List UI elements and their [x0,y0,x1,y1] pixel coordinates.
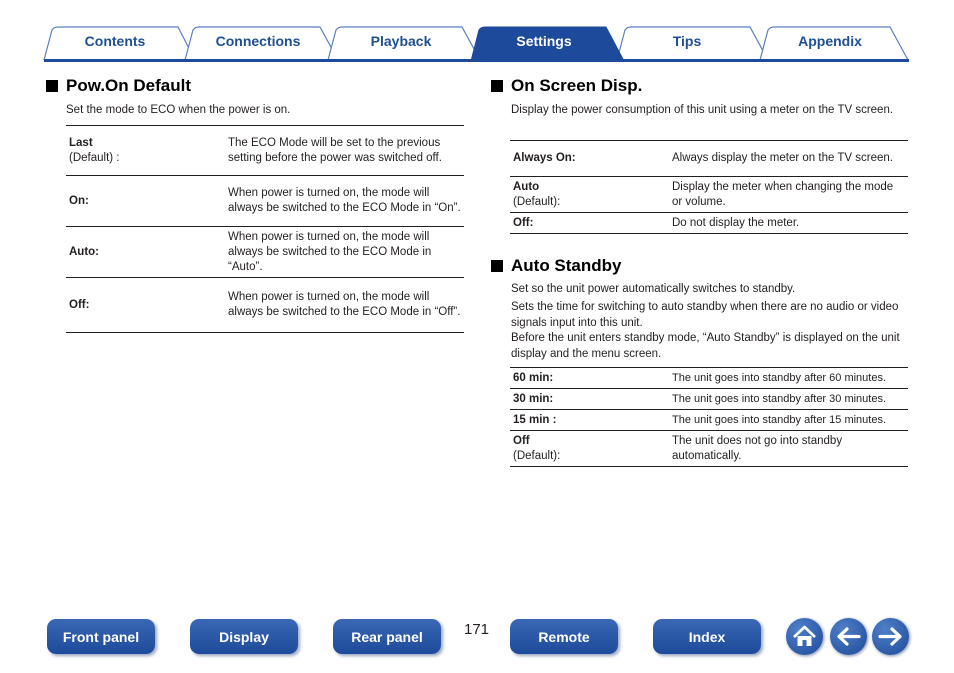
option-description: The ECO Mode will be set to the previous setting before the power was switched off. [225,126,464,176]
option-key: Auto (Default): [510,177,669,213]
table-row [510,368,908,389]
option-key: Auto: [66,227,225,278]
table-row [510,177,908,213]
display-button[interactable]: Display [190,619,298,654]
home-button[interactable] [786,618,823,655]
arrow-left-icon [830,618,867,655]
rear-panel-button[interactable]: Rear panel [333,619,441,654]
option-description: When power is turned on, the mode will always be switched to the ECO Mode in “On”. [225,176,464,227]
option-key: Always On: [510,141,669,177]
option-key: On: [66,176,225,227]
tab-bar-shapes [0,0,954,64]
page-number: 171 [464,621,490,638]
pow-on-options-table [66,125,464,333]
table-row [510,389,908,410]
on-screen-options-table [510,140,908,234]
section-description: Sets the time for switching to auto standby when there are no audio or video signals input into this unit. [511,301,899,329]
tab-connections[interactable]: Connections [215,33,301,49]
table-row [66,176,464,227]
tab-settings[interactable]: Settings [516,33,572,49]
auto-standby-options-table [510,367,908,467]
option-key: Off: [510,213,669,234]
tab-tips[interactable]: Tips [672,33,702,49]
section-title-on-screen-disp [491,76,642,96]
option-key: Off (Default): [510,431,669,467]
section-description: Before the unit enters standby mode, “Auto Standby” is displayed on the unit display and the menu screen. [511,332,900,360]
home-icon [786,618,823,655]
front-panel-button[interactable]: Front panel [47,619,155,654]
table-row [66,126,464,176]
section-description: Set so the unit power automatically switches to standby. [511,283,796,295]
option-key: 15 min : [510,410,669,431]
section-title-text: On Screen Disp. [511,76,643,95]
option-description: Do not display the meter. [669,213,908,234]
option-description: The unit does not go into standby automatically. [669,431,908,467]
option-description: When power is turned on, the mode will always be switched to the ECO Mode in “Auto”. [225,227,464,278]
tab-playback[interactable]: Playback [370,33,432,49]
option-description: The unit goes into standby after 30 minutes. [669,389,908,410]
section-description: Display the power consumption of this unit using a meter on the TV screen. [511,104,894,116]
option-key: 60 min: [510,368,669,389]
option-description: The unit goes into standby after 15 minutes. [669,410,908,431]
next-page-button[interactable] [872,618,909,655]
section-title-auto-standby [491,256,622,276]
section-title-text: Auto Standby [511,256,622,275]
tab-contents[interactable]: Contents [84,33,146,49]
tab-appendix[interactable]: Appendix [798,33,862,49]
table-row [66,227,464,278]
table-row [66,278,464,333]
option-key: 30 min: [510,389,669,410]
section-bullet-icon [46,80,58,92]
section-title-pow-on-default [46,76,191,96]
table-row [510,213,908,234]
tab-bar [0,0,954,64]
arrow-right-icon [872,618,909,655]
index-button[interactable]: Index [653,619,761,654]
option-key: Off: [66,278,225,333]
table-row [510,410,908,431]
table-row [510,141,908,177]
section-bullet-icon [491,80,503,92]
table-row [510,431,908,467]
previous-page-button[interactable] [830,618,867,655]
option-key: Last (Default) : [66,126,225,176]
remote-button[interactable]: Remote [510,619,618,654]
section-bullet-icon [491,260,503,272]
option-description: When power is turned on, the mode will always be switched to the ECO Mode in “Off”. [225,278,464,333]
option-description: Always display the meter on the TV screen. [669,141,908,177]
section-description: Set the mode to ECO when the power is on. [66,104,291,116]
section-title-text: Pow.On Default [66,76,191,95]
option-description: Display the meter when changing the mode or volume. [669,177,908,213]
option-description: The unit goes into standby after 60 minutes. [669,368,908,389]
